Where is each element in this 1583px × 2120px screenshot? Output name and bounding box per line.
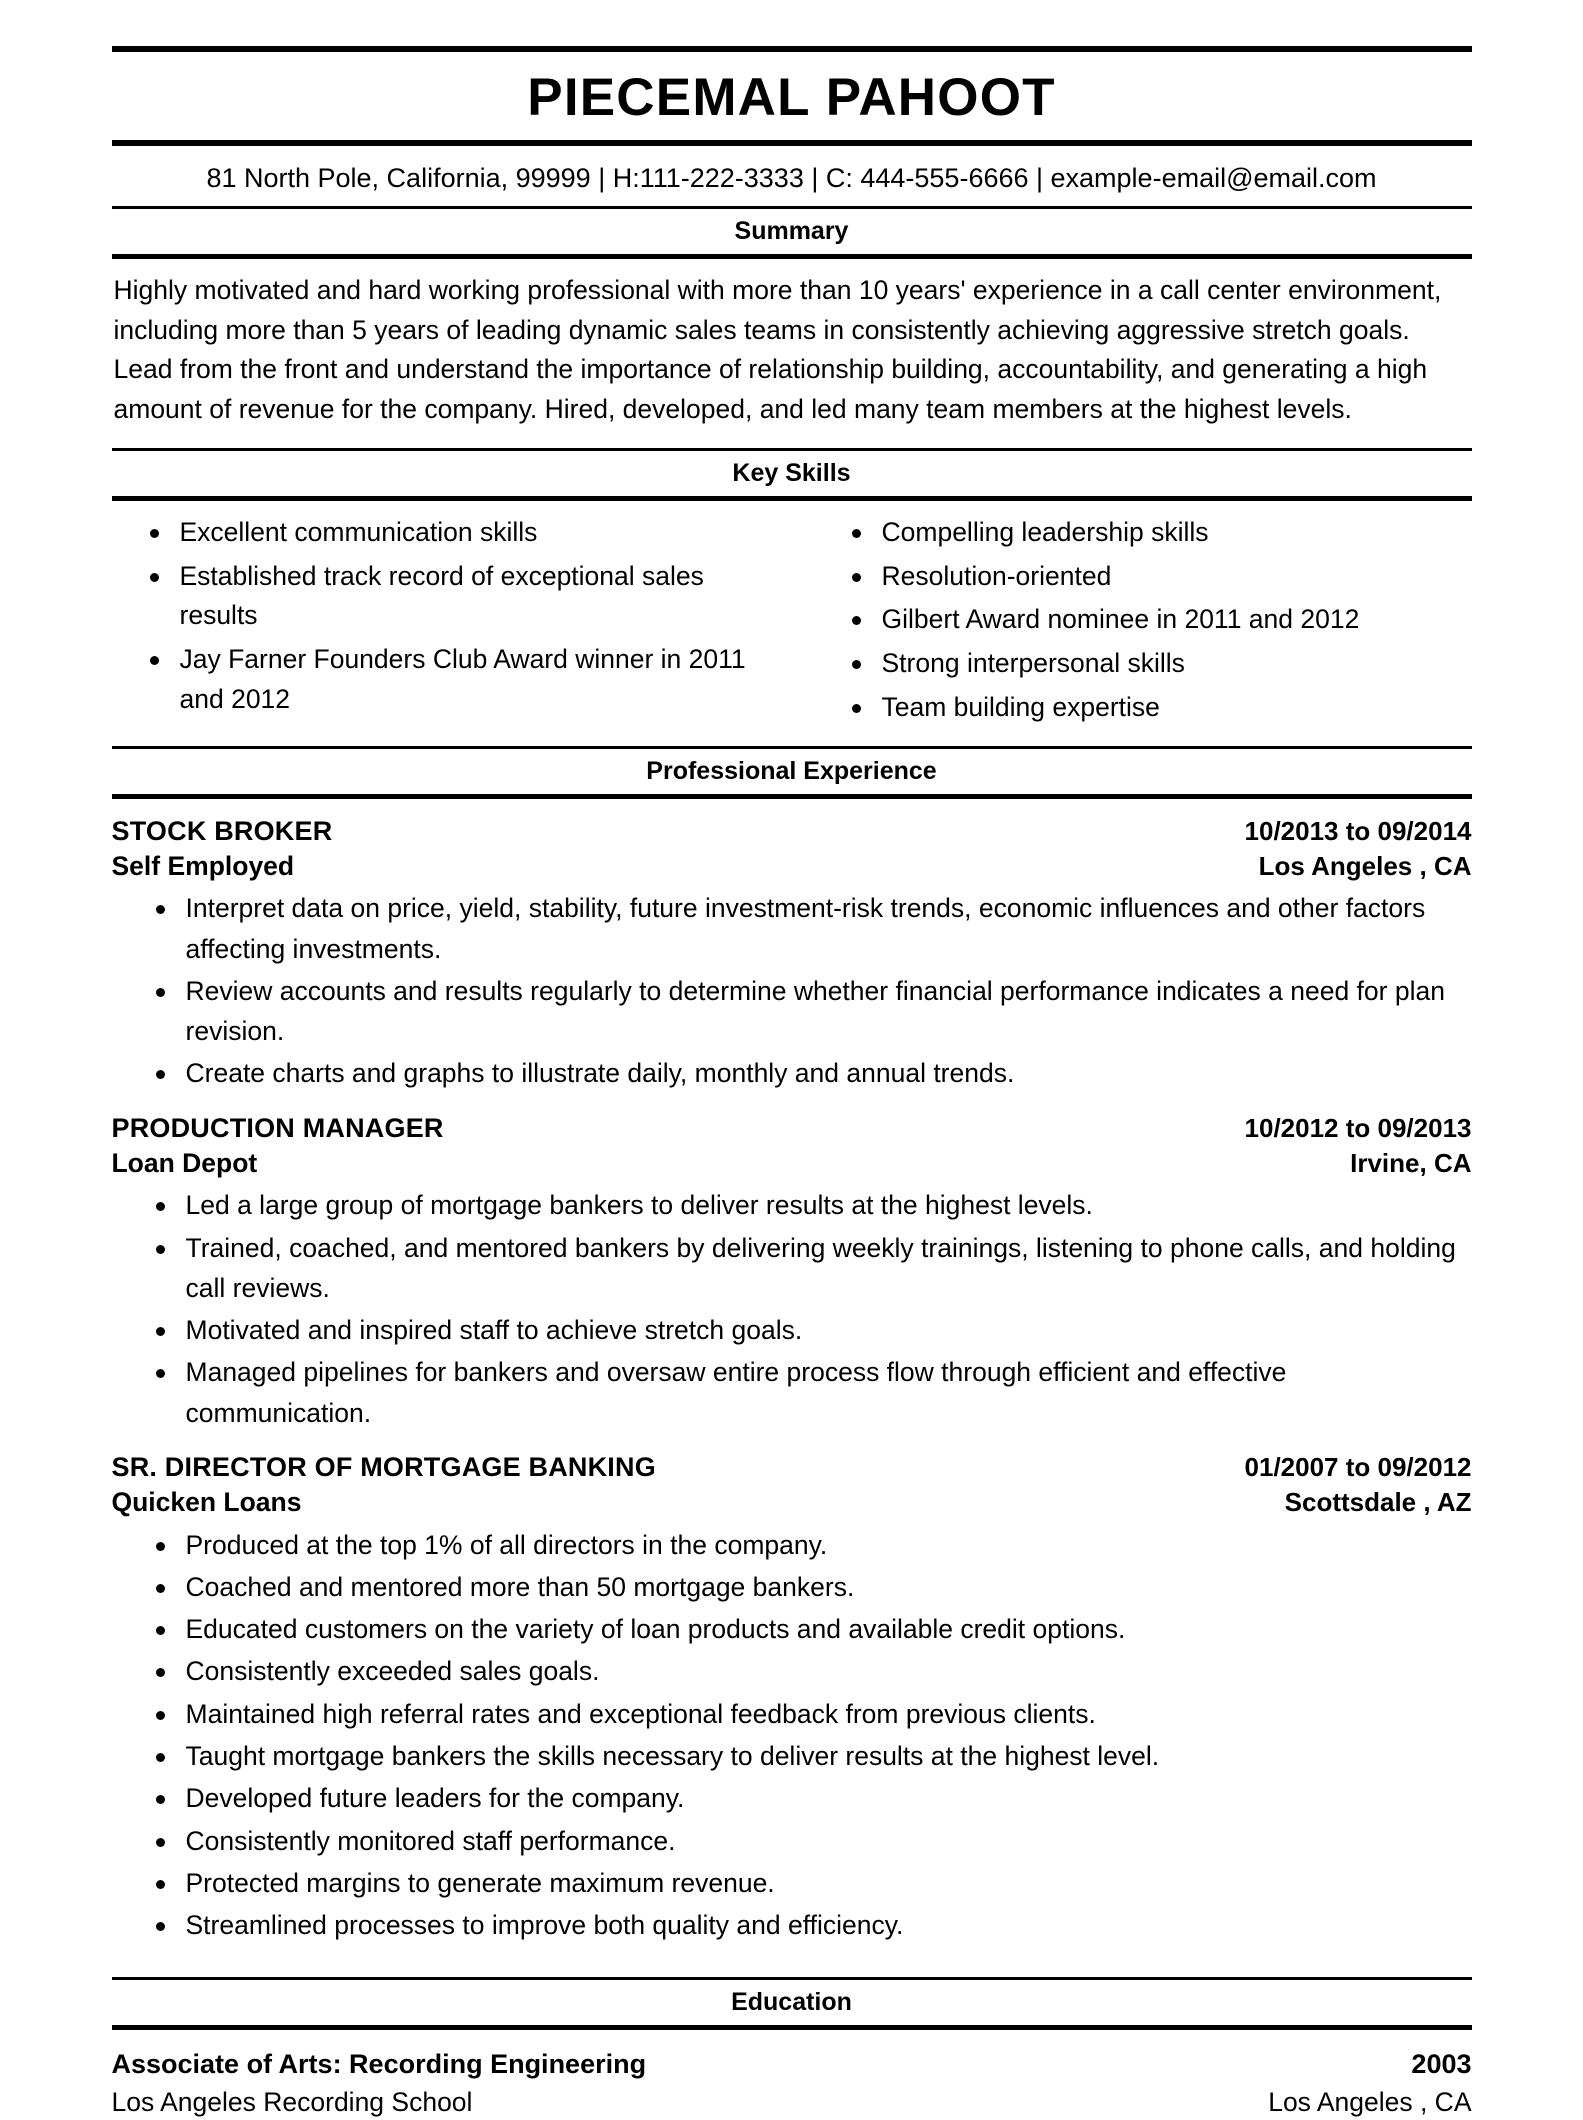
key-skills-column-left — [112, 513, 792, 732]
list-item: Coached and mentored more than 50 mortgage bankers. — [112, 1567, 1472, 1607]
job-company: Self Employed — [111, 850, 295, 881]
education-location: Los Angeles , CA — [1268, 2086, 1472, 2117]
list-item: Strong interpersonal skills — [814, 644, 1472, 684]
summary-text: Highly motivated and hard working professional with more than 10 years' experience in a call center environment, including more than 5 years of leading dynamic sales teams in consistently achieving aggressive stretch goals. Lead from the front and understand the importance of relationship building, accountability, and generating a high amount of revenue for the company. Hired, developed, and led many team members at the highest levels. — [113, 274, 1442, 425]
section-title-key-skills: Key Skills — [732, 458, 851, 487]
experience-company-row — [112, 1485, 1472, 1521]
list-item: Gilbert Award nominee in 2011 and 2012 — [814, 600, 1472, 640]
job-location: Scottsdale , AZ — [1284, 1487, 1472, 1518]
job-bullet-list — [112, 1185, 1472, 1433]
list-item: Educated customers on the variety of loan products and available credit options. — [112, 1609, 1472, 1649]
job-company: Quicken Loans — [111, 1487, 302, 1518]
name-block — [112, 52, 1472, 140]
job-dates: 10/2012 to 09/2013 — [1244, 1112, 1472, 1143]
section-title-education: Education — [731, 1988, 852, 2017]
experience-entry — [112, 1096, 1472, 1433]
key-skills-list-right — [814, 513, 1472, 728]
job-location: Los Angeles , CA — [1258, 850, 1472, 881]
job-bullet-list — [112, 888, 1472, 1093]
experience-entry — [112, 1435, 1472, 1961]
list-item: Consistently exceeded sales goals. — [112, 1651, 1472, 1691]
job-dates: 10/2013 to 09/2014 — [1244, 815, 1472, 846]
key-skills-list-left — [112, 513, 770, 720]
list-item: Streamlined processes to improve both quality and efficiency. — [112, 1905, 1472, 1945]
experience-title-row — [112, 1449, 1472, 1485]
list-item: Interpret data on price, yield, stability, future investment-risk trends, economic influences and other factors affecting investments. — [112, 888, 1472, 969]
list-item: Managed pipelines for bankers and oversaw entire process flow through efficient and effective communication. — [112, 1352, 1472, 1433]
key-skills-columns — [112, 501, 1472, 746]
list-item: Produced at the top 1% of all directors in the company. — [112, 1525, 1472, 1565]
experience-company-row — [112, 1146, 1472, 1182]
section-title-summary: Summary — [734, 216, 849, 245]
contact-line: 81 North Pole, California, 99999 | H:111-222-3333 | C: 444-555-6666 | example-email@email.com — [206, 163, 1377, 194]
job-company: Loan Depot — [111, 1147, 258, 1178]
education-school: Los Angeles Recording School — [111, 2086, 473, 2117]
list-item: Developed future leaders for the company. — [112, 1778, 1472, 1818]
job-title: PRODUCTION MANAGER — [111, 1112, 444, 1143]
list-item: Taught mortgage bankers the skills necessary to deliver results at the highest level. — [112, 1736, 1472, 1776]
job-location: Irvine, CA — [1350, 1147, 1472, 1178]
spacer — [112, 1961, 1472, 1977]
key-skills-column-right — [792, 513, 1472, 732]
list-item: Motivated and inspired staff to achieve stretch goals. — [112, 1310, 1472, 1350]
list-item: Maintained high referral rates and exceptional feedback from previous clients. — [112, 1694, 1472, 1734]
education-degree: Associate of Arts: Recording Engineering — [111, 2049, 647, 2080]
job-dates: 01/2007 to 09/2012 — [1244, 1452, 1472, 1482]
list-item: Consistently monitored staff performance. — [112, 1821, 1472, 1861]
resume-sheet — [112, 0, 1472, 2120]
list-item: Excellent communication skills — [112, 513, 770, 553]
list-item: Resolution-oriented — [814, 557, 1472, 597]
list-item: Led a large group of mortgage bankers to deliver results at the highest levels. — [112, 1185, 1472, 1225]
list-item: Jay Farner Founders Club Award winner in 2011 and 2012 — [112, 640, 770, 720]
education-degree-row — [112, 2046, 1472, 2083]
job-title: SR. DIRECTOR OF MORTGAGE BANKING — [111, 1452, 656, 1482]
education-year: 2003 — [1411, 2049, 1472, 2080]
list-item: Trained, coached, and mentored bankers by delivering weekly trainings, listening to phone calls, and holding call reviews. — [112, 1228, 1472, 1309]
job-title: STOCK BROKER — [111, 815, 333, 846]
candidate-name: PIECEMAL PAHOOT — [527, 68, 1056, 127]
education-entry — [112, 2030, 1472, 2120]
experience-entry — [112, 799, 1472, 1094]
experience-title-row — [112, 1110, 1472, 1146]
experience-title-row — [112, 813, 1472, 849]
section-title-professional-experience: Professional Experience — [646, 756, 937, 785]
list-item: Review accounts and results regularly to determine whether financial performance indicates a need for plan revision. — [112, 971, 1472, 1052]
list-item: Established track record of exceptional sales results — [112, 557, 770, 637]
experience-company-row — [112, 849, 1472, 885]
education-school-row — [112, 2084, 1472, 2120]
list-item: Compelling leadership skills — [814, 513, 1472, 553]
list-item: Team building expertise — [814, 688, 1472, 728]
list-item: Create charts and graphs to illustrate daily, monthly and annual trends. — [112, 1053, 1472, 1093]
job-bullet-list — [112, 1525, 1472, 1946]
list-item: Protected margins to generate maximum revenue. — [112, 1863, 1472, 1903]
